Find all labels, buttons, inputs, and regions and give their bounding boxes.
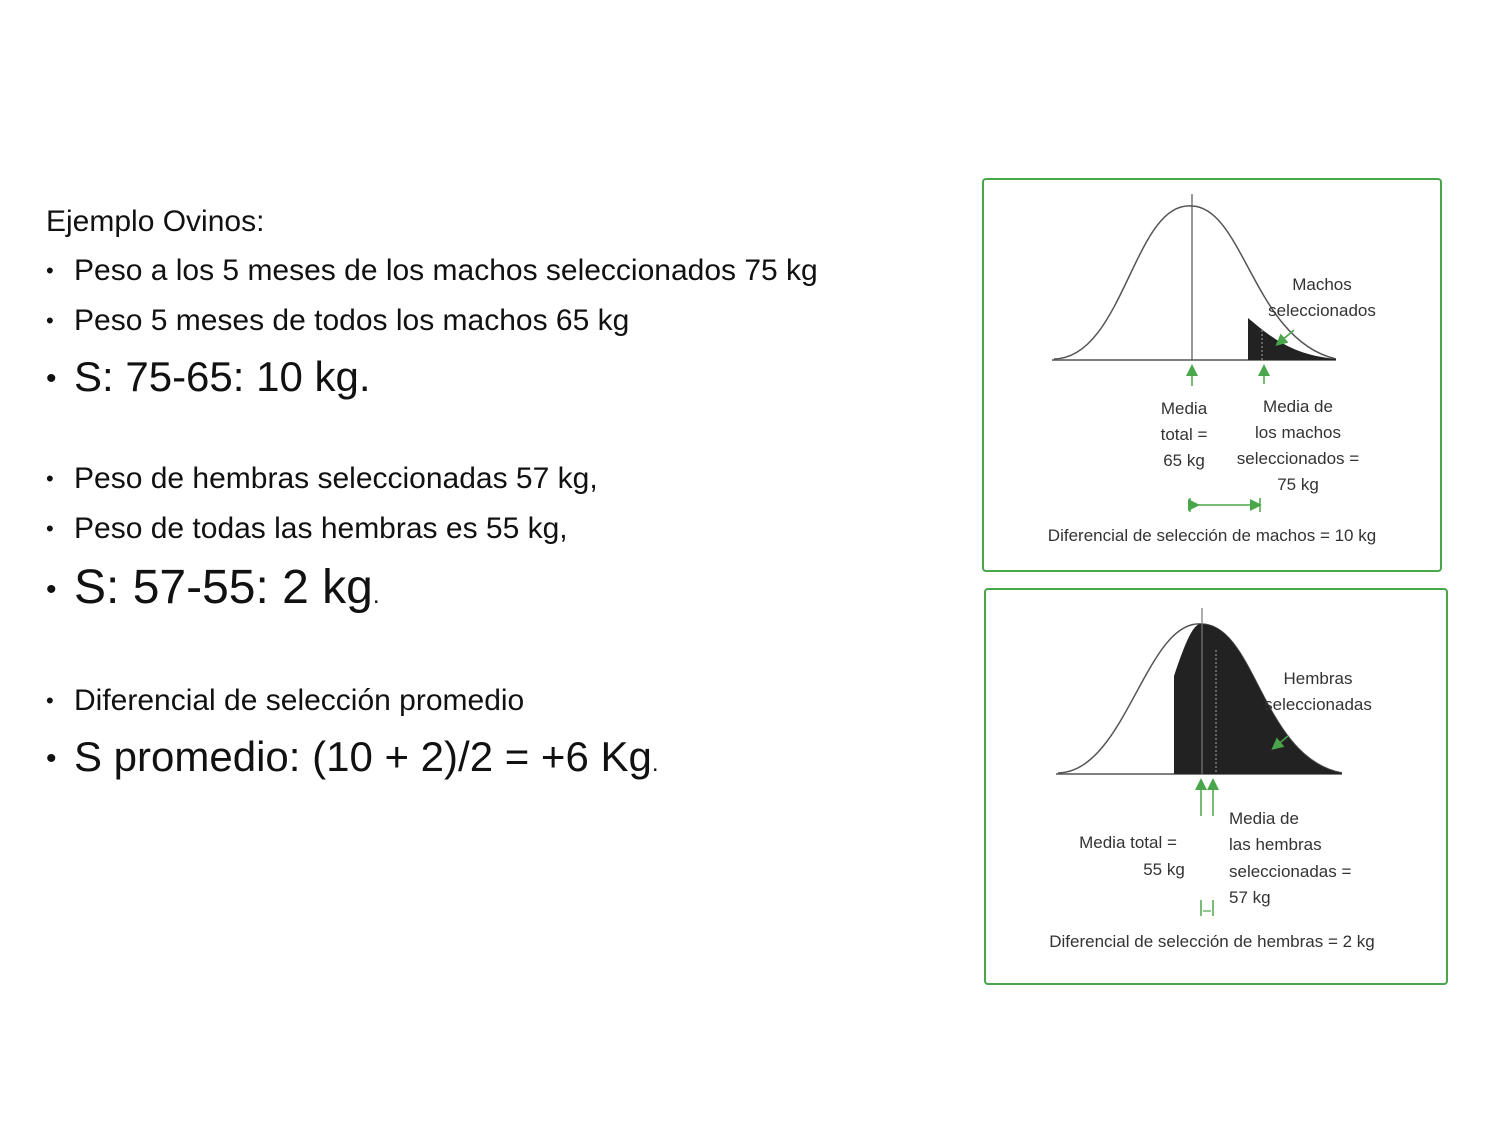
average-result-main: S promedio: (10 + 2)/2 = +6 Kg <box>74 733 652 780</box>
bullet-males-result: • S: 75-65: 10 kg. <box>46 354 926 400</box>
males-caption: Diferencial de selección de machos = 10 kg <box>1047 526 1377 545</box>
bullet-females-all: • Peso de todas las hembras es 55 kg, <box>46 512 926 546</box>
females-selected-label-2: seleccionadas <box>1264 695 1372 714</box>
bullet-average-label: • Diferencial de selección promedio <box>46 684 926 718</box>
females-mean-selected-2: las hembras <box>1229 835 1322 854</box>
males-selected-pointer-icon <box>1280 330 1294 342</box>
bullet-females-result <box>46 562 926 622</box>
females-mean-selected-4: 57 kg <box>1229 888 1271 907</box>
average-result-tail: . <box>651 750 659 777</box>
bullet-males-all: • Peso 5 meses de todos los machos 65 kg <box>46 304 926 338</box>
males-mean-selected-4: 75 kg <box>1277 475 1319 494</box>
females-result-main: S: 57-55: 2 kg <box>74 561 373 614</box>
figure-females <box>984 588 1448 985</box>
females-mean-total-1: Media total = <box>1079 833 1177 852</box>
males-mean-total-1: Media <box>1160 399 1208 418</box>
females-result-tail: . <box>372 582 380 609</box>
females-mean-selected-3: seleccionadas = <box>1229 862 1352 881</box>
females-mean-total-2: 55 kg <box>1143 860 1185 879</box>
bullet-males-selected: • Peso a los 5 meses de los machos seleccionados 75 kg <box>46 254 926 288</box>
males-selected-area <box>1248 318 1336 360</box>
intro-heading: Ejemplo Ovinos: <box>46 205 265 238</box>
females-selected-label-1: Hembras <box>1283 669 1353 688</box>
males-selected-label-2: seleccionados <box>1268 301 1376 320</box>
males-mean-selected-2: los machos <box>1255 423 1341 442</box>
males-mean-total-3: 65 kg <box>1163 451 1205 470</box>
females-diagram <box>986 590 1446 983</box>
males-mean-selected-3: seleccionados = <box>1236 449 1360 468</box>
females-caption: Diferencial de selección de hembras = 2 kg <box>1049 932 1375 951</box>
females-mean-selected-1: Media de <box>1229 809 1299 828</box>
slide-text <box>46 204 926 797</box>
males-mean-selected-1: Media de <box>1263 397 1333 416</box>
males-diagram <box>984 180 1440 570</box>
bullet-females-selected: • Peso de hembras seleccionadas 57 kg, <box>46 462 926 496</box>
males-mean-total-2: total = <box>1160 425 1208 444</box>
bullet-average-result <box>46 734 926 787</box>
figure-males <box>982 178 1442 572</box>
males-selected-label-1: Machos <box>1292 275 1352 294</box>
